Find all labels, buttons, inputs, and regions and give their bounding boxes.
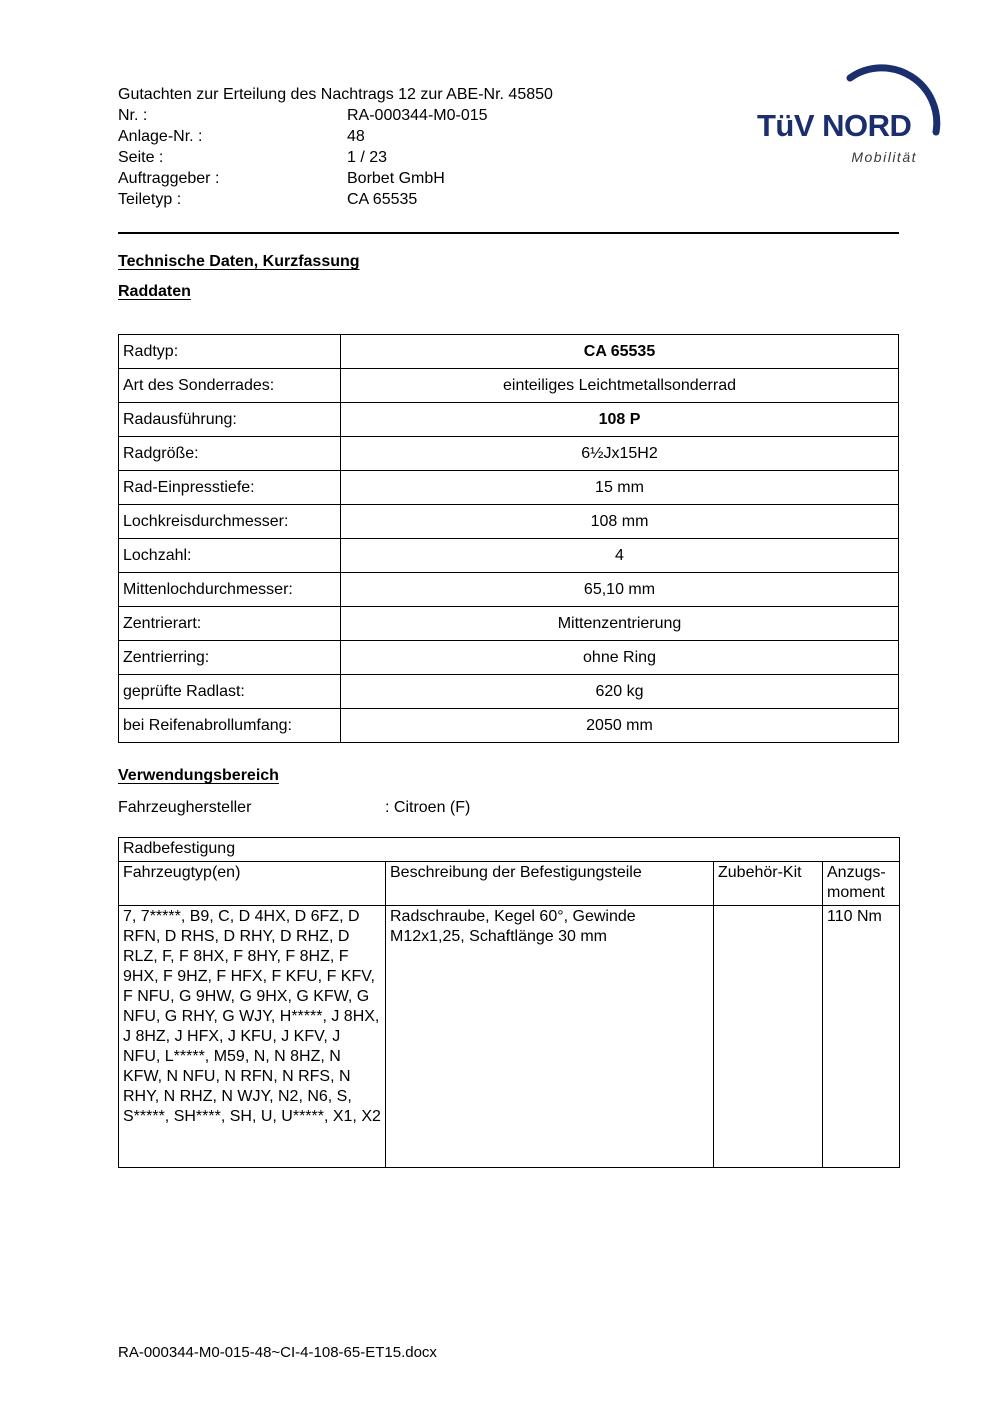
raddaten-row [119, 471, 899, 505]
cell-anzugsmoment: 110 Nm [823, 906, 900, 1168]
header-field-seite [118, 147, 899, 168]
raddaten-label-cell: bei Reifenabrollumfang: [119, 709, 341, 743]
raddaten-row [119, 607, 899, 641]
radbefestigung-data-row [119, 906, 900, 1168]
raddaten-value-cell: 15 mm [341, 471, 899, 505]
radbefestigung-title-row [119, 838, 900, 862]
raddaten-value-cell: 6½Jx15H2 [341, 437, 899, 471]
raddaten-row [119, 675, 899, 709]
raddaten-value-cell: CA 65535 [341, 335, 899, 369]
document-title: Gutachten zur Erteilung des Nachtrags 12 zur ABE-Nr. 45850 [118, 86, 553, 103]
field-label: Teiletyp : [118, 191, 182, 208]
raddaten-label-cell: Art des Sonderrades: [119, 369, 341, 403]
raddaten-label-cell: Zentrierring: [119, 641, 341, 675]
raddaten-value-cell: Mittenzentrierung [341, 607, 899, 641]
raddaten-table [118, 334, 899, 743]
raddaten-value-cell: 108 mm [341, 505, 899, 539]
cell-beschreibung: Radschraube, Kegel 60°, Gewinde M12x1,25, Schaftlänge 30 mm [386, 906, 714, 1168]
raddaten-row [119, 539, 899, 573]
field-value: 48 [347, 128, 365, 145]
raddaten-row [119, 505, 899, 539]
raddaten-row [119, 641, 899, 675]
field-label: Anlage-Nr. : [118, 128, 203, 145]
raddaten-row [119, 369, 899, 403]
header-field-auftraggeber [118, 168, 899, 189]
column-header-zubehoer-kit: Zubehör-Kit [714, 862, 823, 906]
section-heading-raddaten: Raddaten [118, 283, 191, 300]
logo-brand: TüV NORD [757, 108, 912, 143]
document-header [118, 0, 899, 210]
header-divider [118, 232, 899, 234]
raddaten-label-cell: Radtyp: [119, 335, 341, 369]
column-header-beschreibung: Beschreibung der Befestigungsteile [386, 862, 714, 906]
raddaten-value-cell: 4 [341, 539, 899, 573]
section-heading-verwendungsbereich: Verwendungsbereich [118, 767, 279, 784]
header-field-nr [118, 105, 899, 126]
raddaten-value-cell: 2050 mm [341, 709, 899, 743]
field-label: Seite : [118, 149, 164, 166]
field-value: RA-000344-M0-015 [347, 107, 488, 124]
radbefestigung-table [118, 837, 900, 1168]
header-field-teiletyp [118, 189, 899, 210]
raddaten-value-cell: 108 P [341, 403, 899, 437]
raddaten-value-cell: 620 kg [341, 675, 899, 709]
raddaten-value-cell: ohne Ring [341, 641, 899, 675]
radbefestigung-header-row [119, 862, 900, 906]
cell-fahrzeugtypen: 7, 7*****, B9, C, D 4HX, D 6FZ, D RFN, D RHS, D RHY, D RHZ, D RLZ, F, F 8HX, F 8HY, F 8HZ, F 9HX, F 9HZ, F HFX, F KFU, F KFV, F NFU, G 9HW, G 9HX, G KFW, G NFU, G RHY, G WJY, H*****, J 8HX, J 8HZ, J HFX, J KFU, J KFV, J NFU, L*****, M59, N, N 8HZ, N KFW, N NFU, N RFN, N RFS, N RHY, N RHZ, N WJY, N2, N6, S, S*****, SH****, SH, U, U*****, X1, X2 [119, 906, 386, 1168]
field-label: Auftraggeber : [118, 170, 220, 187]
raddaten-label-cell: Mittenlochdurchmesser: [119, 573, 341, 607]
raddaten-label-cell: geprüfte Radlast: [119, 675, 341, 709]
column-header-anzugsmoment: Anzugs-moment [823, 862, 900, 906]
raddaten-row [119, 709, 899, 743]
fahrzeughersteller-value: : Citroen (F) [385, 799, 471, 816]
field-value: Borbet GmbH [347, 170, 445, 187]
raddaten-row [119, 573, 899, 607]
fahrzeughersteller-label: Fahrzeughersteller [118, 799, 252, 816]
section-heading-technische-daten: Technische Daten, Kurzfassung [118, 253, 360, 270]
radbefestigung-title: Radbefestigung [119, 838, 900, 862]
raddaten-row [119, 403, 899, 437]
raddaten-label-cell: Zentrierart: [119, 607, 341, 641]
footer-filename: RA-000344-M0-015-48~CI-4-108-65-ET15.docx [118, 1344, 437, 1361]
raddaten-label-cell: Radausführung: [119, 403, 341, 437]
raddaten-value-cell: 65,10 mm [341, 573, 899, 607]
cell-zubehoer-kit [714, 906, 823, 1168]
field-label: Nr. : [118, 107, 148, 124]
raddaten-row [119, 437, 899, 471]
raddaten-label-cell: Lochzahl: [119, 539, 341, 573]
header-field-anlage-nr [118, 126, 899, 147]
fahrzeughersteller-row [118, 797, 899, 818]
field-value: 1 / 23 [347, 149, 388, 166]
raddaten-value-cell: einteiliges Leichtmetallsonderrad [341, 369, 899, 403]
raddaten-row [119, 335, 899, 369]
raddaten-label-cell: Rad-Einpresstiefe: [119, 471, 341, 505]
column-header-fahrzeugtyp: Fahrzeugtyp(en) [119, 862, 386, 906]
field-value: CA 65535 [347, 191, 418, 208]
raddaten-label-cell: Lochkreisdurchmesser: [119, 505, 341, 539]
logo-tagline: Mobilität [851, 149, 917, 165]
raddaten-label-cell: Radgröße: [119, 437, 341, 471]
